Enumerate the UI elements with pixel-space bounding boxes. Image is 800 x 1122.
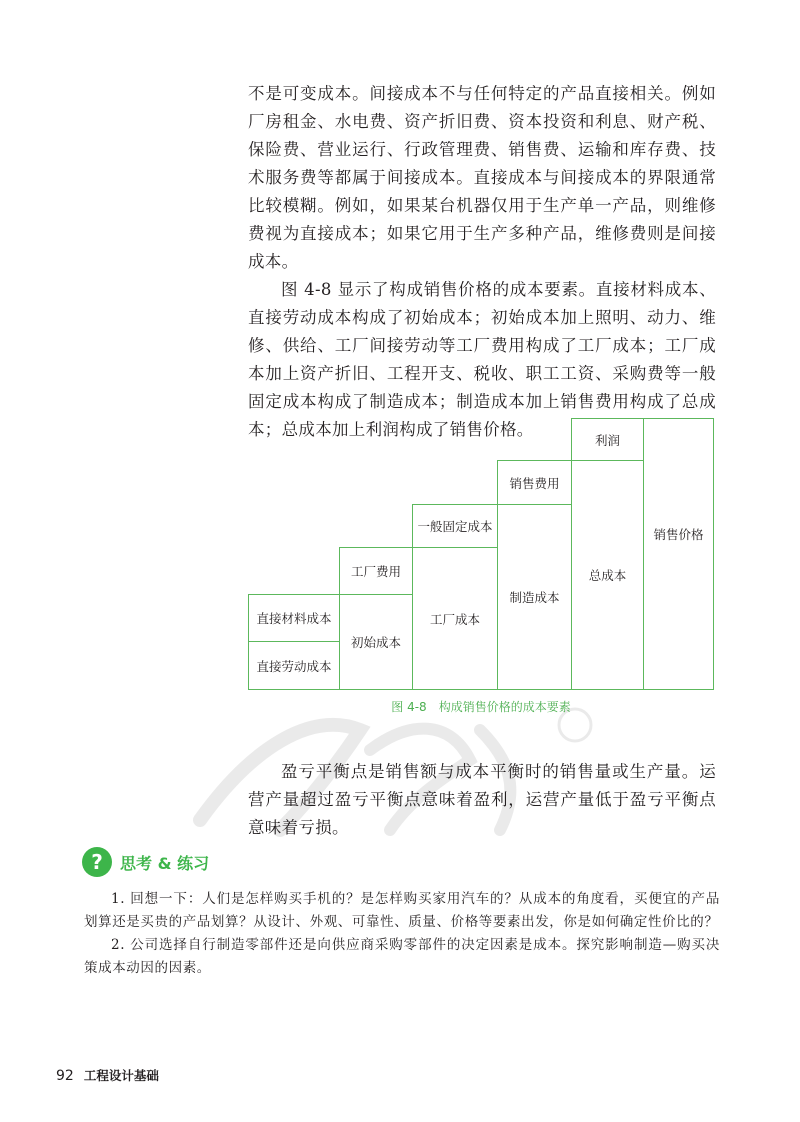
cell-general-fixed-cost: 一般固定成本 <box>412 504 498 548</box>
cell-selling-price: 销售价格 <box>643 418 714 690</box>
figure-number: 图 4-8 <box>391 700 427 714</box>
main-text <box>248 80 716 444</box>
exercise-item-1: 1. 回想一下：人们是怎样购买手机的？是怎样购买家用汽车的？从成本的角度看，买便宜的产品划算还是买贵的产品划算？从设计、外观、可靠性、质量、价格等要素出发，你是如何确定性价比的？ <box>84 891 720 930</box>
cell-selling-expense: 销售费用 <box>497 460 572 505</box>
paragraph-indirect-cost: 不是可变成本。间接成本不与任何特定的产品直接相关。例如厂房租金、水电费、资产折旧费、资本投资和利息、财产税、保险费、营业运行、行政管理费、销售费、运输和库存费、技术服务费等都属于间接成本。直接成本与间接成本的界限通常比较模糊。例如，如果某台机器仅用于生产单一产品，则维修费视为直接成本；如果它用于生产多种产品，维修费则是间接成本。 <box>248 84 716 271</box>
paragraph-break-even: 盈亏平衡点是销售额与成本平衡时的销售量或生产量。运营产量超过盈亏平衡点意味着盈利，运营产量低于盈亏平衡点意味着亏损。 <box>248 762 716 837</box>
cell-factory-cost: 工厂成本 <box>412 547 498 690</box>
question-mark-icon: ? <box>82 847 112 877</box>
exercise-list <box>84 888 720 980</box>
section-title: 思考 & 练习 <box>120 853 210 873</box>
cell-profit: 利润 <box>571 418 644 461</box>
cell-total-cost: 总成本 <box>571 460 644 690</box>
page-footer <box>56 1066 159 1084</box>
cell-manufacturing-cost: 制造成本 <box>497 504 572 690</box>
cost-elements-diagram <box>248 418 714 690</box>
paragraph-figure-explanation: 图 4-8 显示了构成销售价格的成本要素。直接材料成本、直接劳动成本构成了初始成本；初始成本加上照明、动力、维修、供给、工厂间接劳动等工厂费用构成了工厂成本；工厂成本加上资产折旧、工程开支、税收、职工工资、采购费等一般固定成本构成了制造成本；制造成本加上销售费用构成了总成本；总成本加上利润构成了销售价格。 <box>248 280 716 439</box>
cell-factory-expense: 工厂费用 <box>339 547 413 595</box>
figure-caption-text: 构成销售价格的成本要素 <box>438 700 571 714</box>
page-number: 92 <box>56 1068 74 1084</box>
exercise-item-2: 2. 公司选择自行制造零部件还是向供应商采购零部件的决定因素是成本。探究影响制造—购买决策成本动因的因素。 <box>84 937 720 976</box>
figure-caption <box>248 698 714 715</box>
cell-direct-labor-cost: 直接劳动成本 <box>248 641 340 690</box>
exercise-section-header <box>82 846 209 878</box>
cell-prime-cost: 初始成本 <box>339 594 413 690</box>
cell-direct-material-cost: 直接材料成本 <box>248 594 340 642</box>
book-title: 工程设计基础 <box>83 1068 159 1083</box>
